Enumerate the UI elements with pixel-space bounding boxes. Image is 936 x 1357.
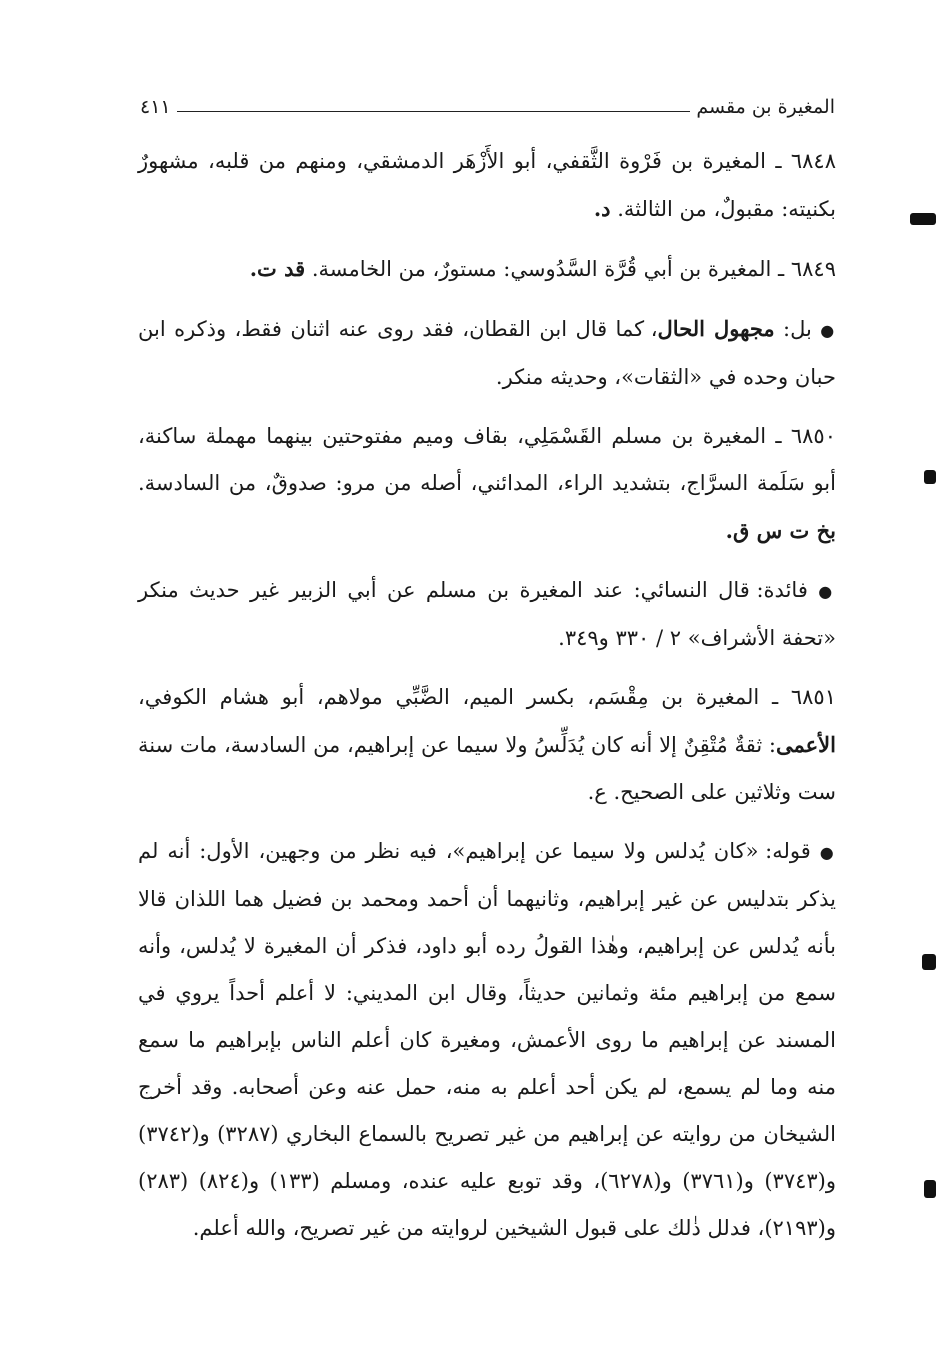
note-text: بل: — [783, 317, 812, 341]
bullet-icon: ● — [818, 582, 836, 601]
entry-text: ٦٨٥٠ ـ المغيرة بن مسلم القَسْمَلِي، بقاف وميم مفتوحتين بينهما مهملة ساكنة، أبو سَلَمة السرَّاج، بتشديد الراء، المدائني، أصله من مرو: صدوقٌ، من السادسة. — [138, 424, 836, 495]
note-text: ، كما قال ابن القطان، فقد روى عنه اثنان فقط، وذكره ابن حبان وحده في «الثقات»، وحديثه منكر. — [138, 317, 836, 389]
scan-edge-mark — [924, 1180, 936, 1198]
note-bold: مجهول الحال — [657, 316, 775, 341]
note-6851 — [138, 828, 836, 1252]
scan-edge-mark — [924, 470, 936, 484]
entry-6849 — [138, 245, 836, 293]
note-text: فائدة: قال النسائي: عند المغيرة بن مسلم عن أبي الزبير غير حديث منكر «تحفة الأشراف» ٢ / ٣٣٠ و٣٤٩. — [138, 578, 836, 650]
entry-6848 — [138, 138, 836, 233]
entry-bold: الأعمى — [776, 732, 836, 757]
page-number: ٤١١ — [140, 96, 171, 118]
scan-edge-mark — [910, 213, 936, 225]
entry-text: ٦٨٤٩ ـ المغيرة بن أبي قُرَّة السَّدُوسي: مستورٌ، من الخامسة. — [311, 257, 836, 281]
entry-code: قد ت. — [249, 256, 306, 281]
header-title: المغيرة بن مقسم — [696, 96, 835, 118]
entry-text: ٦٨٤٨ ـ المغيرة بن فَرْوة الثَّقفي، أبو الأَزْهَر الدمشقي، ومنهم من قلبه، مشهورٌ بكنيته: مقبولٌ، من الثالثة. — [138, 149, 836, 221]
header-rule — [177, 111, 691, 112]
page-body — [138, 138, 836, 1264]
entry-text: ٦٨٥١ ـ المغيرة بن مِقْسَم، بكسر الميم، الضَّبِّي مولاهم، أبو هشام الكوفي، — [138, 685, 836, 709]
note-6849 — [138, 305, 836, 401]
entry-6850 — [138, 413, 836, 555]
entry-code: بخ ت س ق. — [725, 518, 836, 543]
running-header — [140, 92, 835, 122]
note-6850 — [138, 567, 836, 662]
entry-6851 — [138, 674, 836, 816]
bullet-icon: ● — [819, 843, 836, 862]
scan-edge-mark — [922, 954, 936, 970]
entry-code: د. — [593, 196, 611, 221]
note-text: قوله: «كان يُدلس ولا سيما عن إبراهيم»، فيه نظر من وجهين، الأول: أنه لم يذكر بتدليس عن غير إبراهيم، وثانيهما أن أحمد ومحمد بن فضيل هما اللذان قالا بأنه يُدلس عن إبراهيم، وهٰذا القولُ رده أبو داود، فذكر أن المغيرة لا يُدلس، وأنه سمع من إبراهيم مئة وثمانين حديثاً، وقال ابن المديني: لا أعلم أحداً يروي في المسند عن إبراهيم ما روى الأعمش، ومغيرة كان أعلم الناس بإبراهيم ما سمع منه وما لم يسمع، لم يكن أحد أعلم به منه، حمل عنه وعن أصحابه. وقد أخرج الشيخان من روايته عن إبراهيم من غير تصريح بالسماع البخاري (٣٢٨٧) و(٣٧٤٢) و(٣٧٤٣) و(٣٧٦١) و(٦٢٧٨)، وقد توبع عليه عنده، ومسلم (١٣٣) و(٨٢٤) (٢٨٣) و(٢١٩٣)، فدلل ذٰلك على قبول الشيخين لروايته من غير تصريح، والله أعلم. — [138, 839, 837, 1240]
entry-text: : ثقةٌ مُتْقِنٌ إلا أنه كان يُدَلِّسُ ولا سيما عن إبراهيم، من السادسة، مات سنة ست وثلاثين على الصحيح. ع. — [138, 733, 836, 804]
bullet-icon: ● — [820, 321, 836, 340]
